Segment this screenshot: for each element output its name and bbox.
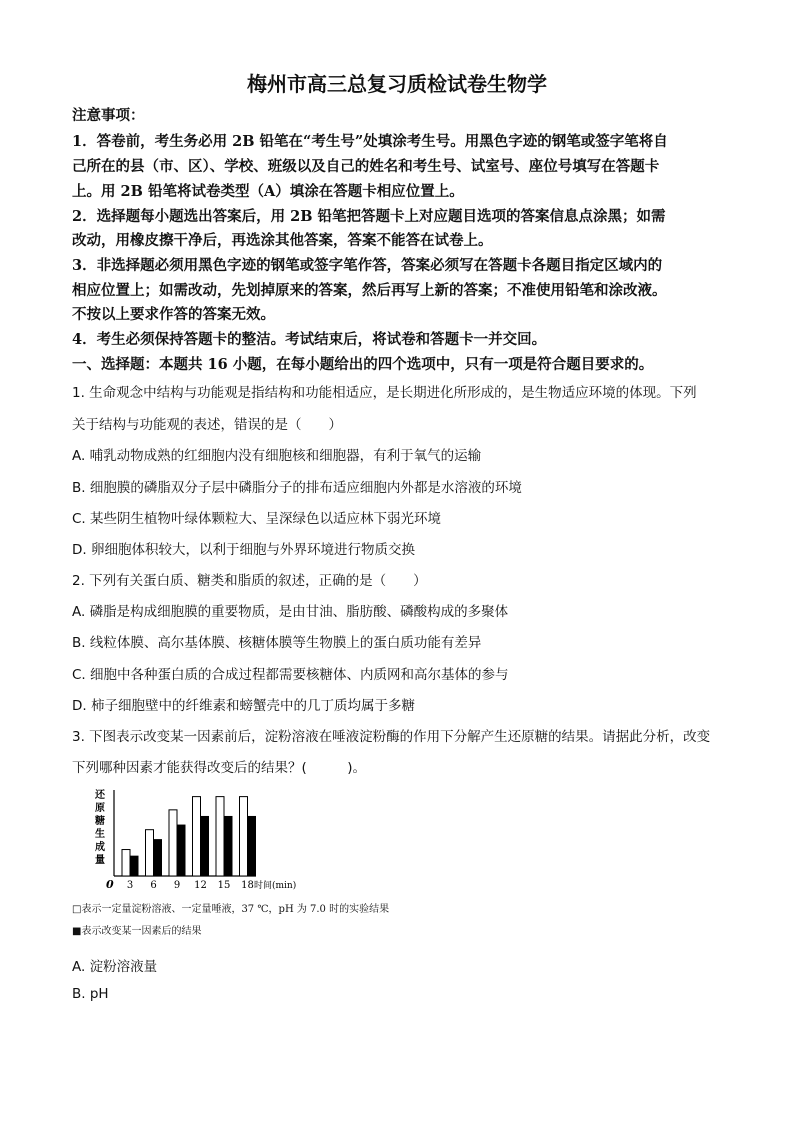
x-axis-label: 时间(min) — [254, 881, 297, 891]
page-title: 梅州市高三总复习质检试卷生物学 — [247, 72, 547, 96]
legend-white: □表示一定量淀粉溶液、一定量唾液，37 ℃，pH 为 7.0 时的实验结果 — [72, 904, 390, 915]
section-heading: 一、选择题：本题共 16 小题，在每小题给出的四个选项中，只有一项是符合题目要求的。 — [72, 356, 654, 373]
option-d: D. 卵细胞体积较大，以利于细胞与外界环境进行物质交换 — [72, 542, 415, 558]
bar-before — [216, 797, 224, 876]
y-axis-label-char: 原 — [95, 803, 105, 814]
bar-before — [169, 810, 177, 876]
bar-after — [130, 856, 138, 876]
notice-line: 改动，用橡皮擦干净后，再选涂其他答案，答案不能答在试卷上。 — [72, 232, 493, 249]
notice-line: 4．考生必须保持答题卡的整洁。考试结束后，将试卷和答题卡一并交回。 — [72, 331, 547, 348]
bar-before — [146, 830, 154, 876]
y-axis-label-char: 量 — [95, 855, 105, 866]
bar-before — [240, 797, 248, 876]
option-c: C. 细胞中各种蛋白质的合成过程都需要核糖体、内质网和高尔基体的参与 — [72, 667, 509, 683]
option-d: D. 柿子细胞壁中的纤维素和螃蟹壳中的几丁质均属于多糖 — [72, 698, 415, 714]
bar-after — [201, 816, 209, 876]
question-stem: 1. 生命观念中结构与功能观是指结构和功能相适应，是长期进化所形成的，是生物适应环境的体现。下列 — [72, 385, 697, 401]
notice-line: 相应位置上；如需改动，先划掉原来的答案，然后再写上新的答案；不准使用铅笔和涂改液。 — [72, 282, 667, 299]
y-axis-label-char: 生 — [95, 829, 105, 840]
option-a: A. 哺乳动物成熟的红细胞内没有细胞核和细胞器，有利于氧气的运输 — [72, 448, 482, 464]
notice-line: 上。用 2B 铅笔将试卷类型（A）填涂在答题卡相应位置上。 — [72, 183, 464, 200]
x-tick-label: 3 — [126, 880, 134, 891]
x-tick-label: 18 — [241, 880, 254, 891]
legend-black: ■表示改变某一因素后的结果 — [72, 926, 202, 937]
x-tick-label: 15 — [217, 880, 231, 891]
notice-line: 2．选择题每小题选出答案后，用 2B 铅笔把答题卡上对应题目选项的答案信息点涂黑；如需 — [72, 208, 666, 225]
bar-after — [224, 816, 232, 876]
option-b: B. 线粒体膜、高尔基体膜、核糖体膜等生物膜上的蛋白质功能有差异 — [72, 635, 482, 651]
option-c: C. 某些阴生植物叶绿体颗粒大、呈深绿色以适应林下弱光环境 — [72, 511, 442, 527]
question-stem: 关于结构与功能观的表述，错误的是（ ） — [72, 417, 342, 433]
bar-chart — [86, 786, 346, 892]
bar-after — [248, 816, 256, 876]
notice-line: 不按以上要求作答的答案无效。 — [72, 306, 275, 323]
notice-line: 己所在的县（市、区）、学校、班级以及自己的姓名和考生号、试室号、座位号填写在答题卡 — [72, 158, 660, 175]
option-a: A. 磷脂是构成细胞膜的重要物质，是由甘油、脂肪酸、磷酸构成的多聚体 — [72, 604, 509, 620]
y-axis-label-char: 成 — [95, 842, 105, 853]
origin-label: 0 — [106, 878, 114, 891]
option-b: B. pH — [72, 986, 109, 1002]
notice-heading: 注意事项： — [72, 107, 145, 124]
notice-line: 3．非选择题必须用黑色字迹的钢笔或签字笔作答，答案必须写在答题卡各题目指定区域内的 — [72, 257, 663, 274]
question-stem: 3. 下图表示改变某一因素前后，淀粉溶液在唾液淀粉酶的作用下分解产生还原糖的结果。请据此分析，改变 — [72, 729, 711, 745]
x-tick-label: 9 — [173, 880, 181, 891]
x-tick-label: 12 — [194, 880, 207, 891]
y-axis-label-char: 糖 — [95, 816, 105, 827]
bar-after — [154, 840, 162, 876]
question-stem: 2. 下列有关蛋白质、糖类和脂质的叙述，正确的是（ ） — [72, 573, 427, 589]
question-stem: 下列哪种因素才能获得改变后的结果？( )。 — [72, 760, 367, 776]
notice-line: 1．答卷前，考生务必用 2B 铅笔在“考生号”处填涂考生号。用黑色字迹的钢笔或签字笔将自 — [72, 133, 668, 150]
x-tick-label: 6 — [150, 880, 157, 891]
option-a: A. 淀粉溶液量 — [72, 959, 158, 975]
option-b: B. 细胞膜的磷脂双分子层中磷脂分子的排布适应细胞内外都是水溶液的环境 — [72, 480, 522, 496]
bar-before — [193, 797, 201, 876]
y-axis-label-char: 还 — [95, 790, 105, 801]
bar-after — [177, 825, 185, 876]
bar-before — [122, 850, 130, 876]
